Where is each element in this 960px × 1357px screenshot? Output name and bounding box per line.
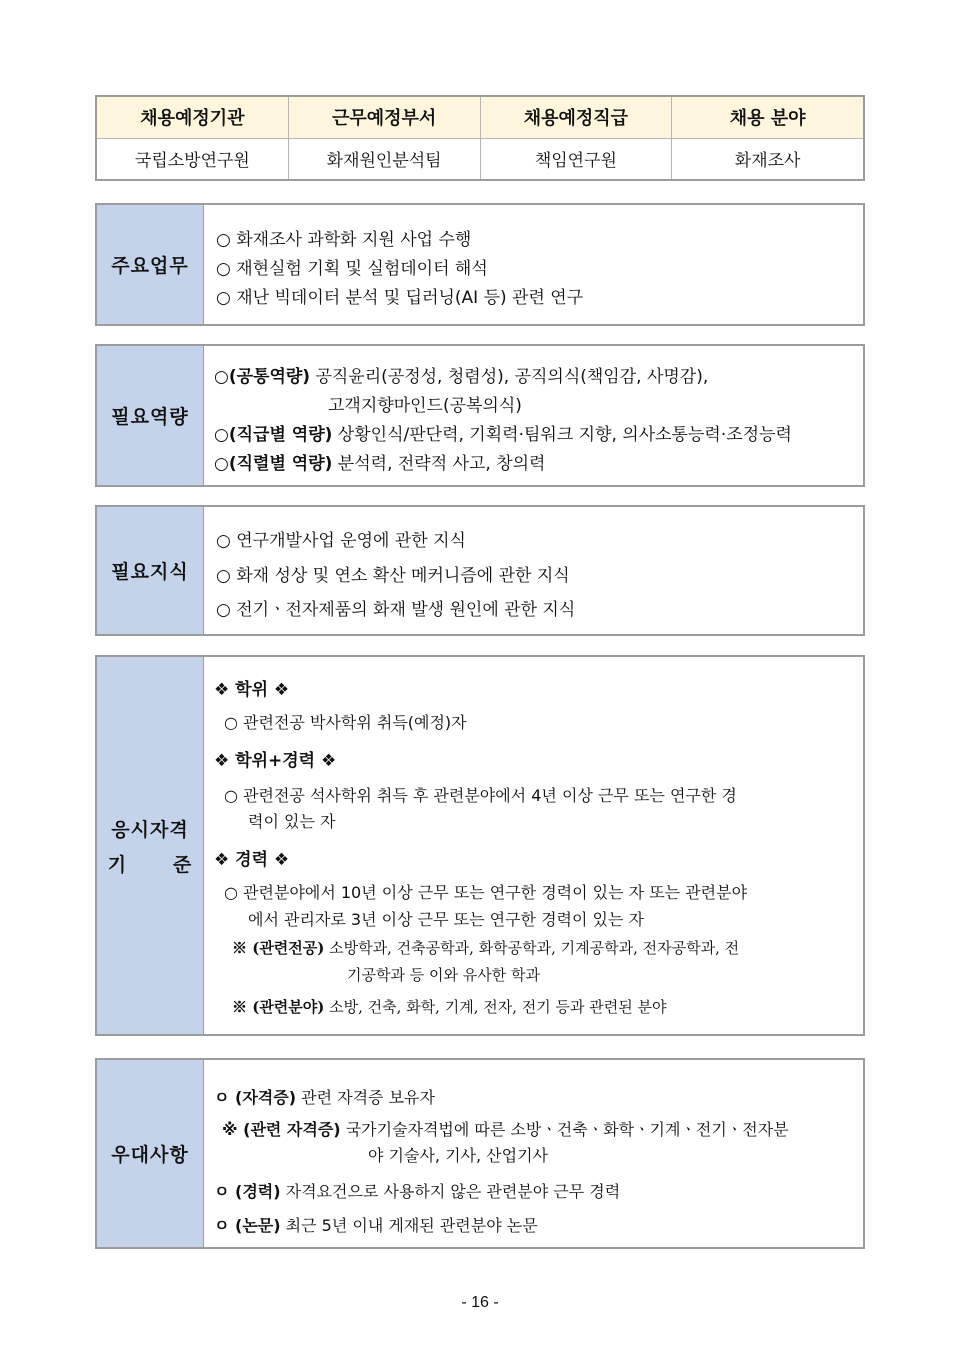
competency-label: 필요역량 xyxy=(97,346,204,485)
related-major-title: ※ (관련전공) xyxy=(232,939,325,957)
related-cert-note xyxy=(222,1117,789,1140)
competency-title: ○(직렬별 역량) xyxy=(214,454,333,474)
competency-title: ○(직급별 역량) xyxy=(214,425,333,445)
duty-item: ○ 화재조사 과학화 지원 사업 수행 xyxy=(216,230,472,250)
competency-item xyxy=(214,449,545,474)
competency-content xyxy=(204,346,863,485)
competency-text: 공직윤리(공정성, 청렴성), 공직의식(책임감, 사명감), xyxy=(310,367,709,387)
value-position: 책임연구원 xyxy=(481,139,673,180)
qualification-label xyxy=(97,657,204,1034)
qualification-content xyxy=(204,657,863,1034)
degree-career-item-cont: 력이 있는 자 xyxy=(248,812,336,831)
value-institution: 국립소방연구원 xyxy=(97,139,289,180)
header-position: 채용예정직급 xyxy=(481,97,673,138)
preference-content xyxy=(204,1060,863,1247)
competency-text: 상황인식/판단력, 기획력·팀워크 지향, 의사소통능력·조정능력 xyxy=(332,425,792,445)
duties-content xyxy=(204,205,863,324)
career-text: 자격요건으로 사용하지 않은 관련분야 근무 경력 xyxy=(280,1182,621,1201)
cert-title: ㅇ (자격증) xyxy=(214,1088,297,1107)
duty-item: ○ 재난 빅데이터 분석 및 딥러닝(AI 등) 관련 연구 xyxy=(216,288,584,308)
duties-label: 주요업무 xyxy=(97,205,204,324)
knowledge-item: ○ 전기ㆍ전자제품의 화재 발생 원인에 관한 지식 xyxy=(216,600,576,620)
duties-section xyxy=(95,203,865,326)
header-department: 근무예정부서 xyxy=(289,97,481,138)
competency-item xyxy=(214,362,708,387)
competency-title: ○(공통역량) xyxy=(214,367,311,387)
knowledge-item: ○ 화재 성상 및 연소 확산 메커니즘에 관한 지식 xyxy=(216,566,570,586)
degree-career-item: ○ 관련전공 석사학위 취득 후 관련분야에서 4년 이상 근무 또는 연구한 경 xyxy=(224,786,737,805)
career-item-cont: 에서 관리자로 3년 이상 근무 또는 연구한 경력이 있는 자 xyxy=(248,910,644,929)
related-cert-title: ※ (관련 자격증) xyxy=(222,1120,341,1139)
qualification-label-line2: 기 준 xyxy=(107,853,193,876)
knowledge-section xyxy=(95,505,865,636)
competency-continuation: 고객지향마인드(공복의식) xyxy=(328,396,522,416)
knowledge-label: 필요지식 xyxy=(97,507,204,634)
degree-item: ○ 관련전공 박사학위 취득(예정)자 xyxy=(224,713,467,732)
knowledge-item: ○ 연구개발사업 운영에 관한 지식 xyxy=(216,531,466,551)
competency-text: 분석력, 전략적 사고, 창의력 xyxy=(332,454,546,474)
degree-heading: ❖ 학위 ❖ xyxy=(214,680,290,700)
value-field: 화재조사 xyxy=(734,151,801,172)
degree-career-heading: ❖ 학위+경력 ❖ xyxy=(214,751,337,771)
recruitment-info-table xyxy=(95,95,865,181)
paper-text: 최근 5년 이내 게재된 관련분야 논문 xyxy=(280,1216,538,1235)
related-major-cont: 기공학과 등 이와 유사한 학과 xyxy=(347,966,540,984)
career-heading: ❖ 경력 ❖ xyxy=(214,850,290,870)
related-field-note xyxy=(232,996,666,1017)
preference-paper xyxy=(214,1213,538,1236)
table-header-row xyxy=(97,97,863,139)
preference-label: 우대사항 xyxy=(97,1060,204,1247)
competency-section xyxy=(95,344,865,487)
duty-item: ○ 재현실험 기획 및 실험데이터 해석 xyxy=(216,259,488,279)
competency-item xyxy=(214,420,792,445)
preference-career xyxy=(214,1179,620,1202)
related-major-text: 소방학과, 건축공학과, 화학공학과, 기계공학과, 전자공학과, 전 xyxy=(324,939,740,957)
career-item: ○ 관련분야에서 10년 이상 근무 또는 연구한 경력이 있는 자 또는 관련분야 xyxy=(224,883,748,902)
knowledge-content xyxy=(204,507,863,634)
related-major-note xyxy=(232,937,739,958)
career-title: ㅇ (경력) xyxy=(214,1182,281,1201)
preference-section xyxy=(95,1058,865,1249)
value-department: 화재원인분석팀 xyxy=(289,139,481,180)
preference-cert xyxy=(214,1085,435,1108)
header-institution: 채용예정기관 xyxy=(97,97,289,138)
header-field: 채용 분야 xyxy=(729,108,806,130)
related-field-text: 소방, 건축, 화학, 기계, 전자, 전기 등과 관련된 분야 xyxy=(324,998,667,1016)
paper-title: ㅇ (논문) xyxy=(214,1216,281,1235)
qualification-section xyxy=(95,655,865,1036)
table-value-row xyxy=(97,139,863,180)
page-number: - 16 - xyxy=(461,1294,499,1311)
related-cert-cont: 야 기술사, 기사, 산업기사 xyxy=(368,1146,548,1165)
related-field-title: ※ (관련분야) xyxy=(232,998,325,1016)
qualification-label-line1: 응시자격 xyxy=(111,818,189,841)
cert-text: 관련 자격증 보유자 xyxy=(296,1088,435,1107)
related-cert-text: 국가기술자격법에 따른 소방ㆍ건축ㆍ화학ㆍ기계ㆍ전기ㆍ전자분 xyxy=(340,1120,789,1139)
